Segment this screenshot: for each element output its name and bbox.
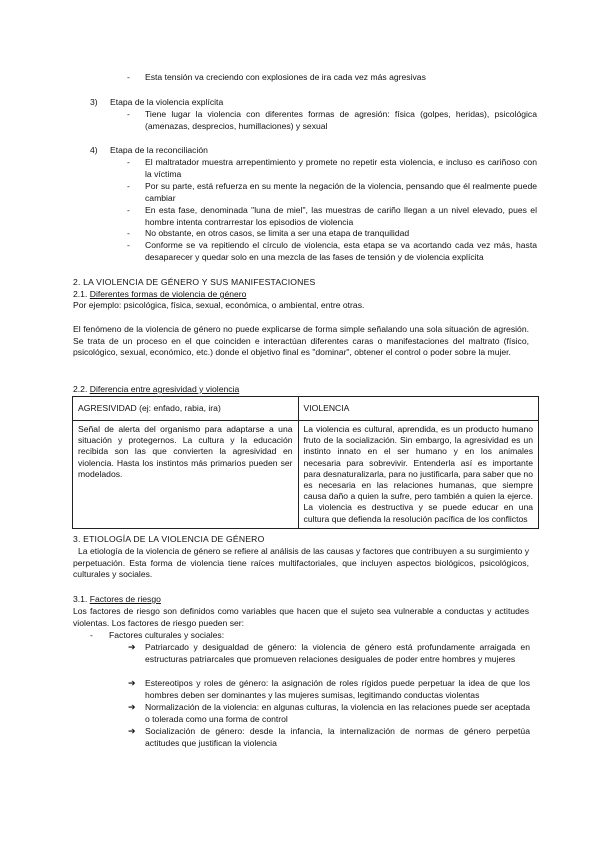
dash-bullet: - [127, 228, 130, 238]
stage4-bullet [127, 157, 537, 180]
factor-item [128, 678, 530, 701]
dash-bullet: - [127, 72, 130, 82]
arrow-icon: ➔ [128, 642, 136, 652]
factor-item [128, 702, 530, 725]
stage4-bullet [127, 228, 537, 240]
section3-1-text: Los factores de riesgo son definidos como variables que hacen que el sujeto sea vulnerable a conductas y actitudes violentas. Los factores de riesgo pueden ser: [73, 606, 529, 628]
section2-2-title: Diferencia entre agresividad y violencia [89, 384, 240, 394]
bullet-text: Tiene lugar la violencia con diferentes formas de agresión: física (golpes, heridas), psicológica (amenazas, desprecios, humillaciones) y sexual [145, 109, 537, 131]
factors-group-label: Factores culturales y sociales: [109, 630, 225, 640]
factor-item [128, 726, 530, 749]
stage3-number: 3) [90, 97, 98, 107]
dash-bullet: - [127, 109, 130, 119]
factor-text: Socialización de género: desde la infancia, la internalización de normas de género perpetúa actitudes que justifican la violencia [145, 726, 530, 748]
stage3-title: Etapa de la violencia explícita [110, 97, 224, 107]
stage4-bullet [127, 181, 537, 204]
arrow-icon: ➔ [128, 678, 136, 688]
dash-bullet: - [90, 630, 93, 640]
stage4-title: Etapa de la reconciliación [110, 145, 208, 155]
bullet-text: Esta tensión va creciendo con explosiones de ira cada vez más agresivas [145, 72, 426, 82]
section3-1-title: Factores de riesgo [89, 594, 161, 604]
dash-bullet: - [127, 181, 130, 191]
stage4-bullet [127, 205, 537, 228]
arrow-icon: ➔ [128, 702, 136, 712]
stage3-heading [90, 97, 223, 109]
factor-text: Normalización de la violencia: en algunas culturas, la violencia en las relaciones puede ser aceptada o tolerada como una forma de control [145, 702, 530, 724]
dash-bullet: - [127, 205, 130, 215]
bullet-text: Conforme se va repitiendo el círculo de violencia, esta etapa se va acortando cada vez más, hasta desaparecer y quedar solo en una mezcla de las fases de tensión y de violencia explícita [145, 240, 537, 262]
stage2-bullet [127, 72, 537, 84]
bullet-text: Por su parte, está refuerza en su mente la negación de la violencia, pensando que él realmente puede cambiar [145, 181, 537, 203]
factor-item [128, 642, 530, 665]
factor-text: Patriarcado y desigualdad de género: la violencia de género está profundamente arraigada en estructuras patriarcales que promueven relaciones desiguales de poder entre hombres y mujeres [145, 642, 530, 664]
stage4-heading [90, 145, 208, 157]
factors-group [90, 630, 530, 642]
table-header-row [73, 397, 539, 421]
cell-violencia: La violencia es cultural, aprendida, es un producto humano fruto de la socialización. Sin embargo, la agresividad es un instinto innato en el ser humano y en los animales necesaria para sobrevivir. Entenderla así es importante para desnaturalizarla, para no justificarla, para saber que no es necesaria en las relaciones humanas, que siempre causa daño a quien la sufre, pero también a quien la ejerce. La violencia es destructiva y se puede educar en una cultura que defienda la resolución pacífica de los conflictos [298, 421, 538, 529]
stage4-number: 4) [90, 145, 98, 155]
cell-agresividad: Señal de alerta del organismo para adaptarse a una situación y protegernos. La cultura y la educación recibida son las que convierten la agresividad en violencia. Hasta los instintos más primarios pueden ser modelados. [73, 421, 299, 529]
section2-2-number: 2.2. [73, 384, 90, 394]
table-row [73, 421, 539, 529]
section2-1-number: 2.1. [73, 289, 90, 299]
section2-title: 2. LA VIOLENCIA DE GÉNERO Y SUS MANIFESTACIONES [73, 277, 316, 287]
stage4-bullet [127, 240, 537, 263]
header-violencia: VIOLENCIA [298, 397, 538, 421]
section2-2-heading [73, 384, 529, 396]
factor-text: Estereotipos y roles de género: la asignación de roles rígidos puede perpetuar la idea de que los hombres deben ser dominantes y las mujeres sumisas, legitimando conductas violentas [145, 678, 530, 700]
bullet-text: No obstante, en otros casos, se limita a ser una etapa de tranquilidad [145, 228, 410, 238]
section2-paragraph: El fenómeno de la violencia de género no puede explicarse de forma simple señalando una sola situación de agresión. Se trata de un proceso en el que coinciden e interactúan diferentes caras o manifestaciones del maltrato (físico, psicológico, sexual, económico, etc.) donde el objetivo final es "dominar", obtener el control o poder sobre la mujer. [73, 324, 529, 358]
dash-bullet: - [127, 240, 130, 250]
section2-1-title: Diferentes formas de violencia de género [89, 289, 247, 299]
section3-title: 3. ETIOLOGÍA DE LA VIOLENCIA DE GÉNERO [73, 534, 265, 544]
section2-1-text: Por ejemplo: psicológica, física, sexual, económica, o ambiental, entre otras. [73, 300, 365, 310]
comparison-table [72, 396, 539, 529]
header-agresividad: AGRESIVIDAD (ej: enfado, rabia, ira) [73, 397, 299, 421]
section2-1-heading [73, 289, 529, 301]
dash-bullet: - [127, 157, 130, 167]
stage3-bullet [127, 109, 537, 132]
bullet-text: El maltratador muestra arrepentimiento y promete no repetir esta violencia, e incluso es cariñoso con la víctima [145, 157, 537, 179]
section3-1-heading [73, 594, 529, 606]
section3-1-number: 3.1. [73, 594, 90, 604]
arrow-icon: ➔ [128, 726, 136, 736]
section3-paragraph: La etiología de la violencia de género se refiere al análisis de las causas y factores que contribuyen a su surgimiento y perpetuación. Esta forma de violencia tiene raíces multifactoriales, que incluyen aspectos biológicos, psicológicos, culturales y sociales. [73, 546, 529, 580]
bullet-text: En esta fase, denominada "luna de miel", las muestras de cariño llegan a un nivel elevado, pues el hombre intenta contrarrestar los episodios de violencia [145, 205, 537, 227]
